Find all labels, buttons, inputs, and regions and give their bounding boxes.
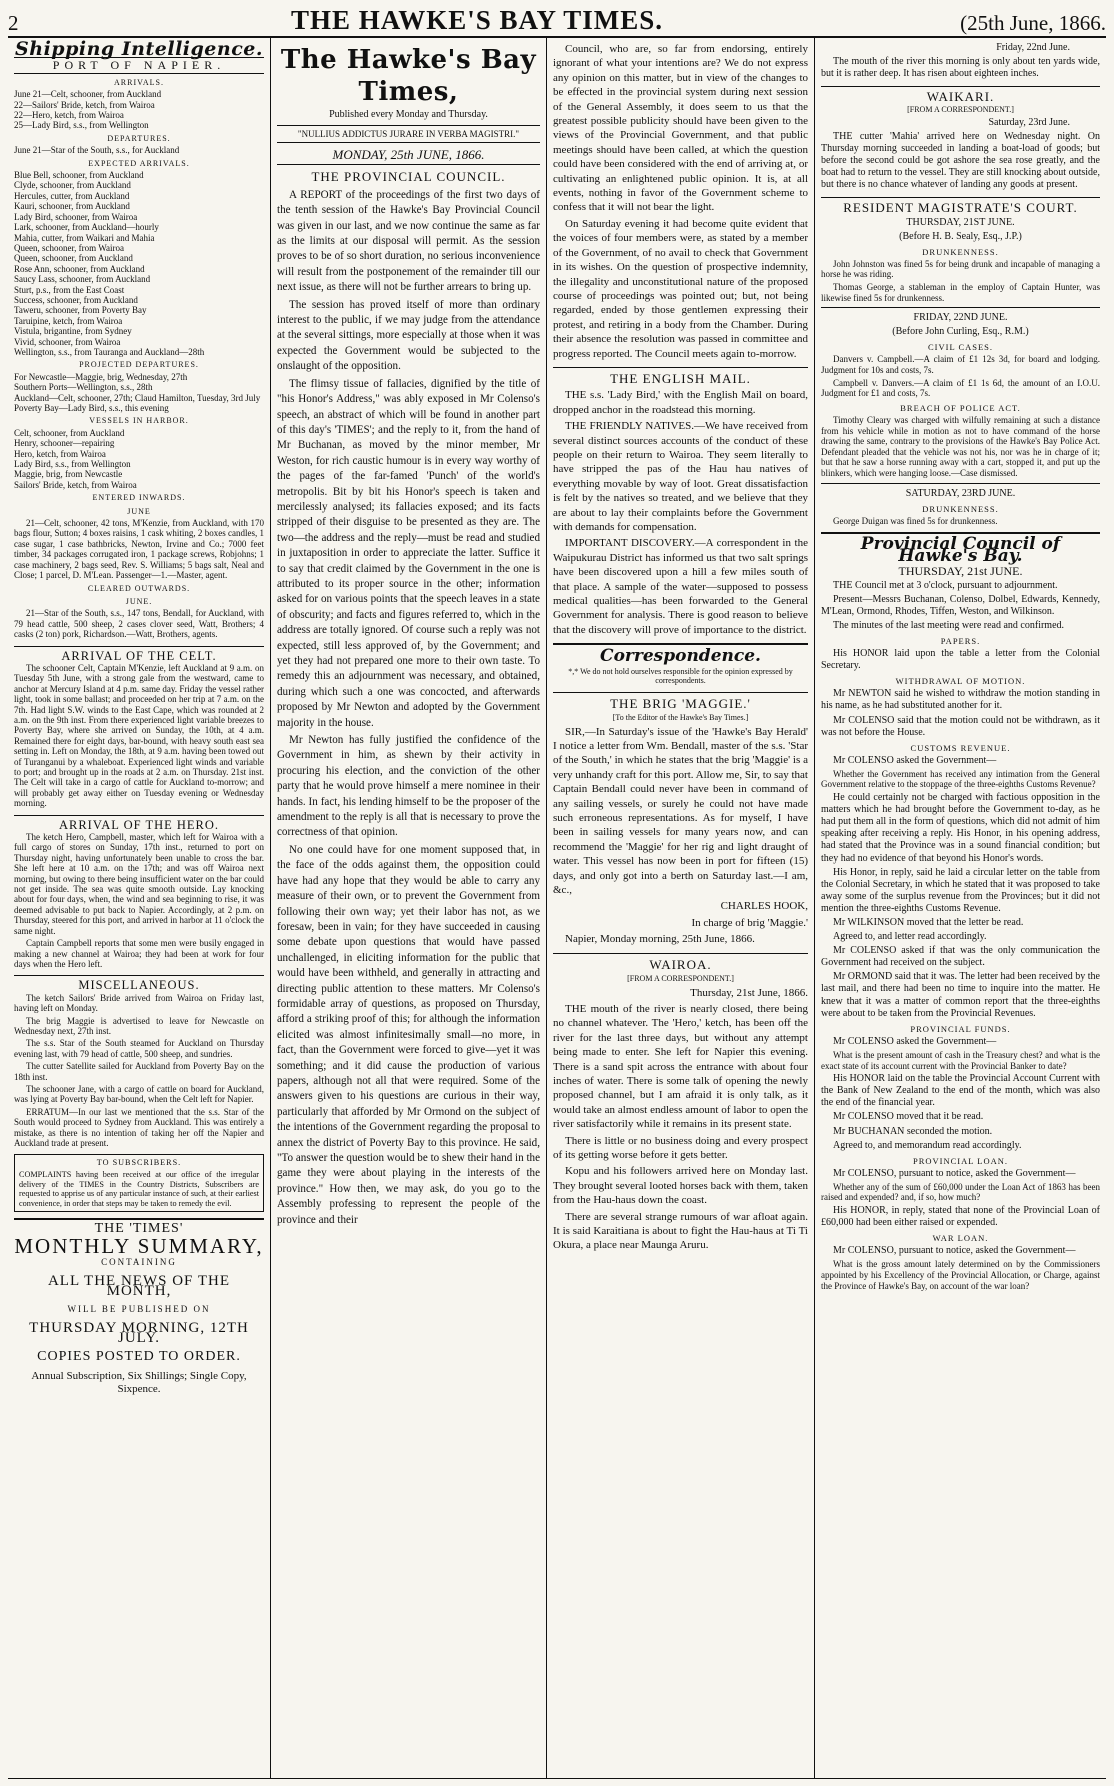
list-item: Celt, schooner, from Auckland xyxy=(14,427,125,438)
waikari-heading: WAIKARI. xyxy=(821,86,1100,103)
list-item: Wellington, s.s., from Tauranga and Auckland—28th xyxy=(14,346,205,357)
newspaper-flag: The Hawke's Bay Times, xyxy=(280,45,537,107)
editorial-heading: THE PROVINCIAL COUNCIL. xyxy=(311,169,506,185)
summary-line-6: THURSDAY MORNING, 12TH JULY. xyxy=(29,1319,249,1347)
list-item: 22—Sailors' Bride, ketch, from Wairoa xyxy=(14,99,155,110)
court-section: DRUNKENNESS. xyxy=(922,503,999,514)
council-section: WITHDRAWAL OF MOTION. xyxy=(895,676,1026,687)
harbor-list xyxy=(14,428,264,490)
brig-heading: THE BRIG 'MAGGIE.' xyxy=(553,692,808,711)
council-paragraph: Mr COLENSO moved that it be read. xyxy=(833,1111,984,1123)
council-section: PAPERS. xyxy=(940,635,981,646)
brig-signature-title: In charge of brig 'Maggie.' xyxy=(691,916,808,929)
council-paragraph: His HONOR laid upon the table a letter from the Colonial Secretary. xyxy=(821,648,1100,672)
court-section: BREACH OF POLICE ACT. xyxy=(900,402,1021,413)
list-item: Hero, ketch, from Wairoa xyxy=(14,448,106,459)
summary-line-2: MONTHLY SUMMARY, xyxy=(14,1233,264,1258)
hero-text: The ketch Hero, Campbell, master, which left for Wairoa with a full cargo of stores on Sunday, 17th inst., returned to port on Thursday night, having unfortunately been unable to cross the bar. She left here at 10 a.m. on the 17th; and was off Wairoa next morning, but owing to there being insufficient water on the bar could not get inside. The sea was quite smooth outside. Lay knocking about for four days, when, the wind and sea beginning to rise, it was deemed advisable to put back to Napier. Accordingly, at 2 p.m. on Thursday, steered for this port, and arrived in harbor at 11 o'clock the same night. xyxy=(14,832,264,936)
list-item: Maggie, brig, from Newcastle xyxy=(14,469,123,480)
arrivals-heading: ARRIVALS. xyxy=(114,77,164,87)
divider xyxy=(821,307,1100,308)
council-section: PROVINCIAL LOAN. xyxy=(912,1155,1008,1166)
list-item: For Newcastle—Maggie, brig, Wednesday, 27th xyxy=(14,371,188,382)
list-item: Vistula, brigantine, from Sydney xyxy=(14,326,132,337)
council-paragraph: Mr ORMOND said that it was. The letter had been received by the last mail, and there had been no time to inquire into the matter. He knew that it was a matter of common report that the three-eighths were about to be taken from the Provincial Revenues. xyxy=(821,971,1100,1019)
list-item: Lady Bird, s.s., from Wellington xyxy=(14,459,131,470)
inwards-month: JUNE xyxy=(127,506,151,516)
editorial-paragraph: The flimsy tissue of fallacies, dignified by the title of "his Honor's Address," was ably exposed in Mr Colenso's speech, an abstract of which will be found in another part of this day's 'TIMES'; and the reply to it, from the hand of Mr Buchanan, as moved by the minor member, Mr Weston, for rich caustic humour is in every way worthy of the pages of the far-famed 'Punch' of the world's metropolis. Bit by bit his Honor's speech is taken and mercilessly analysed; its fallacies exposed; and its facts stripped of their disguise to be presented as they are. The two—the address and the reply—must be read and studied in juxtaposition in order to appreciate the latter. Suffice it to say that credit claimed by the Government in the one is attributed to its proper source in the other; information asked for on various points that the speech leaves in a state of obscurity; and facts and figures referred to, which in the address are totally ignored. Of course such a reply was not expected, still less approved of, by the Government; and yet they had not prepared one more to their own taste. To remedy this an adjournment was necessary, and obtained, during which such a one was concocted, and afterwards proposed by Mr Newton and adopted by the Government majority in the house. xyxy=(277,377,540,729)
wairoa-paragraph: THE mouth of the river is nearly closed, there being no channel whatever. The 'Hero,' ketch, has been off the river for the last three days, but without any attempt being made to enter. She left for Napier this evening. There is a sand spit across the entrance with about four inches of water. There is some talk of opening the newly proposed channel, but I am afraid it is only talk, as it would take an almost endless amount of labor to open the river satisfactorily while it remains in its present state. xyxy=(553,1002,808,1131)
hero-text-2: Captain Campbell reports that some men were busily engaged in making a new channel at Wairoa; they had been at work for four days when the Hero left. xyxy=(14,938,264,969)
summary-line-5: WILL BE PUBLISHED ON xyxy=(67,1304,211,1315)
court-paragraph: John Johnston was fined 5s for being drunk and incapable of managing a horse he was riding. xyxy=(821,258,1100,280)
list-item: Vivid, schooner, from Wairoa xyxy=(14,336,121,347)
newspaper-title: THE HAWKE'S BAY TIMES. xyxy=(290,5,664,35)
council-title: Provincial Council of Hawke's Bay. xyxy=(821,532,1100,562)
projected-list xyxy=(14,372,264,414)
wairoa-paragraph: There is little or no business doing and every prospect of its getting worse before it gets better. xyxy=(553,1134,808,1162)
harbor-heading: VESSELS IN HARBOR. xyxy=(89,416,189,426)
court-day: FRIDAY, 22ND JUNE. xyxy=(913,312,1008,324)
discovery-text: IMPORTANT DISCOVERY.—A correspondent in the Waipukurau District has informed us that two salt springs have been discovered upon a hill a few miles south of that place. A sample of the water—supposed to possess medical qualities—has been forwarded to the General Government for analysis. There is good reason to believe that the discovery will prove of importance to the district. xyxy=(553,537,808,636)
list-item: Henry, schooner—repairing xyxy=(14,438,115,449)
court-paragraph: Campbell v. Danvers.—A claim of £1 1s 6d, the amount of an I.O.U. Judgment for £1 and costs, 7s. xyxy=(821,377,1100,399)
waikari-text: THE cutter 'Mahia' arrived here on Wednesday night. On Thursday morning succeeded in landing a boat-load of goods; but before the second could be got ashore the sea rose greatly, and the boat had to return to the vessel. They are still knocking about outside, but there is no chance whatever of landing any goods at present. xyxy=(821,130,1100,191)
page-number: 2 xyxy=(8,11,19,35)
list-item: Rose Ann, schooner, from Auckland xyxy=(14,263,145,274)
council-section: WAR LOAN. xyxy=(932,1233,989,1244)
council-paragraph: Mr COLENSO, pursuant to notice, asked the Government— xyxy=(833,1245,1076,1257)
council-paragraph: His HONOR, in reply, stated that none of the Provincial Loan of £60,000 had been either raised or expended. xyxy=(821,1205,1100,1229)
brig-subheading: [To the Editor of the Hawke's Bay Times.] xyxy=(612,713,749,723)
summary-line-4: ALL THE NEWS OF THE MONTH, xyxy=(47,1272,231,1299)
list-item: Hercules, cutter, from Auckland xyxy=(14,190,130,201)
council-paragraph: THE Council met at 3 o'clock, pursuant to adjournment. xyxy=(833,579,1058,591)
subscribers-heading: TO SUBSCRIBERS. xyxy=(96,1158,182,1168)
council-paragraph: His HONOR laid on the table the Provincial Account Current with the Bank of New Zealand to the end of the month, which was also the end of the financial year. xyxy=(821,1073,1100,1109)
celt-text: The schooner Celt, Captain M'Kenzie, left Auckland at 9 a.m. on Tuesday 5th June, with a strong gale from the westward, came to anchor at Mercury Island at 4 p.m. same day. Friday the vessel rather light, took in some ballast; and proceeded on her trip at 7 a.m. on the 7th. Had light S.W. winds to the East Cape, which was rounded at 2 a.m. on the 9th inst. From there experienced light variable breezes to Poverty Bay, where she arrived on Sunday, the 10th, at 4 a.m. Remained there for eight days, bar-bound, with heavy south east sea setting in. Left on Monday, the 18th, at 9 a.m. having been towed out of Turanganui by a whaleboat. Experienced light winds and variable to port; and brought up in the roads at 2 a.m. on Thursday. 21st inst. The Celt will take in a cargo of cattle for Auckland to-morrow; and will probably get away either on Tuesday evening or Wednesday morning. xyxy=(14,662,264,809)
court-paragraph: Thomas George, a stableman in the employ of Captain Hunter, was likewise fined 5s for drunkenness. xyxy=(821,282,1100,303)
council-section: CUSTOMS REVENUE. xyxy=(910,742,1011,753)
issue-date: (25th June, 1866. xyxy=(960,11,1106,35)
council-day: THURSDAY, 21st JUNE. xyxy=(898,564,1023,579)
correspondence-title: Correspondence. xyxy=(553,643,808,663)
list-item: June 21—Celt, schooner, from Auckland xyxy=(14,89,162,100)
flag-subtitle: Published every Monday and Thursday. xyxy=(329,109,488,120)
list-item: Sturt, p.s., from the East Coast xyxy=(14,284,125,295)
editorial-paragraph: Mr Newton has fully justified the confidence of the Government in him, as shewn by their activity in procuring his election, and the conviction of the other party that he would prove himself a mere nominee in their hands. In fact, his lending himself to be the proposer of the amendment to the reply is all that is necessary to prove the correctness of that opinion. xyxy=(277,734,540,839)
column-council xyxy=(814,38,1106,1778)
celt-heading: ARRIVAL OF THE CELT. xyxy=(14,646,264,661)
brig-letter: SIR,—In Saturday's issue of the 'Hawke's Bay Herald' I notice a letter from Wm. Bendall, master of the s.s. 'Star of the South,' in which he states that the brig 'Maggie' is a very unhandy craft for this port. Allow me, Sir, to say that Captain Bendall could never have been in command of any sailing vessels, or surely he could not have made such erroneous representations. As for myself, I have been in sailing vessels for many years now, and can recommend the 'Maggie' for her rig and light draught of water. This vessel has now been in port for fifteen (15) days, and only got into a berth on Saturday last.—I am, &c., xyxy=(553,725,808,897)
outwards-heading: CLEARED OUTWARDS. xyxy=(87,583,191,593)
list-item: Blue Bell, schooner, from Auckland xyxy=(14,170,144,181)
council-question: What is the gross amount lately determined on by the Commissioners appointed by his Excellency of the Provincial Allocation, or Charge, against the Province of Hawke's Bay, on account of the war loan? xyxy=(821,1259,1100,1291)
projected-heading: PROJECTED DEPARTURES. xyxy=(79,360,199,370)
council-paragraph: Agreed to, and memorandum read accordingly. xyxy=(833,1139,1022,1151)
council-paragraph: Mr COLENSO asked if that was the only communication the Government had received on the subject. xyxy=(821,945,1100,969)
departures-list xyxy=(14,145,264,155)
council-question: What is the present amount of cash in the Treasury chest? and what is the exact state of its account current with the Provincial Banker to date? xyxy=(821,1049,1100,1071)
court-magistrate: (Before H. B. Sealy, Esq., J.P.) xyxy=(899,230,1022,242)
wairoa-paragraph: There are several strange rumours of war afloat again. It is said Karaitiana is about to fight the Hau-haus at Ti Ti Okura, a place near Maunga Aruru. xyxy=(553,1210,808,1252)
misc-heading: MISCELLANEOUS. xyxy=(14,975,264,990)
list-item: June 21—Star of the South, s.s., for Auckland xyxy=(14,145,180,156)
friendly-natives-text: THE FRIENDLY NATIVES.—We have received from several distinct sources accounts of the conduct of these people on their return to Wairoa. They seem literally to have stripped the pas of the Hau hau natives of everything movable by way of loot. Great dissatisfaction is felt by the natives so treated, and we believe that they are about to lay their complaints before the Government with demands for compensation. xyxy=(553,420,808,533)
summary-line-3: CONTAINING xyxy=(101,1257,177,1268)
list-item: Kauri, schooner, from Auckland xyxy=(14,201,130,212)
misc-paragraph: The brig Maggie is advertised to leave for Newcastle on Wednesday next, 27th inst. xyxy=(14,1015,264,1036)
misc-paragraph: The s.s. Star of the South steamed for Auckland on Thursday evening last, with 79 head of cattle, 500 sheep, and sundries. xyxy=(14,1038,264,1059)
subscribers-text: COMPLAINTS having been received at our office of the irregular delivery of the TIMES in the Country Districts, Subscribers are requested to apprise us of any particular instance of such, at their earliest convenience, in order that steps may be taken to remedy the evil. xyxy=(19,1170,259,1208)
council-paragraph: Mr COLENSO said that the motion could not be withdrawn, as it was not before the House. xyxy=(821,714,1100,738)
editorial-continued: On Saturday evening it had become quite evident that the voices of four members were, as stated by a member of the Government, of no avail to check that Government in its wishes. On the question of prospective indemnity, the illegality and unconstitutional nature of the proposed course of proceedings was pointed out; but, not being regarded, ended by those gentlemen expressing their protest, and retiring in a body from the Chamber. During their absence the resolution was passed in committee and progress reported. The Council meets again to-morrow. xyxy=(553,217,808,360)
mail-text: THE s.s. 'Lady Bird,' with the English Mail on board, dropped anchor in the roadstead this morning. xyxy=(553,389,808,416)
editorial-dateline: MONDAY, 25th JUNE, 1866. xyxy=(277,147,540,165)
waikari-subheading: [FROM A CORRESPONDENT.] xyxy=(907,105,1014,115)
editorial-paragraph: A REPORT of the proceedings of the first two days of the tenth session of the Hawke's Bay Provincial Council was given in our last, and we now continue the same as far as the limits at our disposal will permit. As the session proves to be of so short duration, no serious inconvenience will result from the postponement of the remainder till our next issue, as there will not be further arrears to bring up. xyxy=(277,188,540,294)
friday-date: Friday, 22nd June. xyxy=(996,42,1070,53)
friday-text: The mouth of the river this morning is only about ten yards wide, but it is rather deep. It has risen about eighteen inches. xyxy=(821,56,1100,80)
list-item: Saucy Lass, schooner, from Auckland xyxy=(14,274,151,285)
divider xyxy=(821,483,1100,484)
court-day: SATURDAY, 23RD JUNE. xyxy=(905,487,1016,499)
list-item: Poverty Bay—Lady Bird, s.s., this evening xyxy=(14,403,169,413)
columns xyxy=(8,38,1106,1779)
subscribers-notice xyxy=(14,1154,264,1212)
council-paragraph: Mr COLENSO asked the Government— xyxy=(833,1035,997,1047)
column-shipping xyxy=(8,38,270,1778)
inwards-heading: ENTERED INWARDS. xyxy=(92,493,186,503)
shipping-title: Shipping Intelligence. xyxy=(15,38,263,60)
court-section: DRUNKENNESS. xyxy=(922,246,999,257)
court-heading: RESIDENT MAGISTRATE'S COURT. xyxy=(821,197,1100,214)
list-item: 25—Lady Bird, s.s., from Wellington xyxy=(14,120,149,131)
council-paragraph: Mr NEWTON said he wished to withdraw the motion standing in his name, as he had substituted another for it. xyxy=(821,688,1100,712)
arrivals-list xyxy=(14,89,264,131)
mail-heading: THE ENGLISH MAIL. xyxy=(553,367,808,386)
port-heading: PORT OF NAPIER. xyxy=(14,57,264,73)
monthly-summary-ad xyxy=(14,1218,264,1396)
list-item: Auckland—Celt, schooner, 27th; Claud Hamilton, Tuesday, 3rd July xyxy=(14,392,261,403)
council-question: Whether any of the sum of £60,000 under the Loan Act of 1863 has been raised and expended? and, if so, how much? xyxy=(821,1181,1100,1203)
list-item: Taruipine, ketch, from Wairoa xyxy=(14,315,123,326)
masthead xyxy=(8,6,1106,38)
wairoa-heading: WAIROA. xyxy=(553,953,808,972)
list-item: Mahia, cutter, from Waikari and Mahia xyxy=(14,232,155,243)
council-paragraph: He could certainly not be charged with factious opposition in the matters which he had brought before the Government to-day, as he had put them all in the form of questions, which did not admit of him speaking after receiving a reply. His Honor, in his opening address, had stated that the Province was in a sound financial condition; but they had no evidence of that beyond his Honor's words. xyxy=(821,792,1100,864)
editorial-paragraph: The session has proved itself of more than ordinary interest to the public, if we may judge from the attendance at the several sittings, more especially at those when it was expected the Government would be subjected to the onslaught of the opposition. xyxy=(277,298,540,373)
editorial-paragraph: No one could have for one moment supposed that, in the face of the odds against them, the opposition could have had any hope that they would be able to carry any measure of their own, or to prevent the Government from following their own way; yet their labor has not, as we foresaw, been in vain; for they have succeeded in causing some debate upon questions that would have passed unchallenged, in eliciting information for the public that would have been withheld, and generally in attracting and directing public attention to these matters. Mr Colenso's formidable array of questions, as proposed on Thursday, afford a striking proof of this; for although the information elicited was almost infinitesimally small—no more, in fact, than the Government were forced to give—yet it was something; and it did cause the production of various papers, although not all that were required. Some of the answers given to his questions are curious in their way, particularly that afforded by Mr Ormond on the subject of the intentions of the Government regarding the proposal to annex the district of Poverty Bay to this province. He said, "To answer the question would be to shew their hand in the game they were about playing in the interests of the province." How then, we may ask, do you go to the Assembly professing to represent the people of the province and their xyxy=(277,843,540,1226)
court-paragraph: Timothy Cleary was charged with wilfully remaining at such a distance from his vehicle while in motion as not to have command of the horse drawing the same, contrary to the provisions of the Hawke's Bay Police Act. Defendant pleaded that the vehicle was not his, nor was he in charge of it; but that he saw a horse running away with a cart, stopped it, and put up the blinkers, which were hanging loose.—Case dismissed. xyxy=(821,414,1100,478)
council-paragraph: His Honor, in reply, said he laid a circular letter on the table from the Colonial Secretary, in which he stated that it was proposed to take away some of the surplus revenue from the Provinces; but it did not mention the three-eighths Customs Revenue. xyxy=(821,866,1100,914)
editorial-continued: Council, who are, so far from endorsing, entirely ignorant of what your intentions are? We do not express any opinion on this matter, but in view of the changes to be effected in the provincial system during next session of the General Assembly, it does seem to us that the greatest possible publicity should have been given to the views of the Provincial Government, and that public meetings should have been called, at which the question could have been considered with the end of arriving at, or cultivating an enlightened public opinion. It is, at all events, nothing in favor of the Government scheme to confess that it will not bear the light. xyxy=(553,43,808,214)
wairoa-paragraph: Kopu and his followers arrived here on Monday last. They brought several looted horses back with them, taken from the Hau-haus down the coast. xyxy=(553,1165,808,1207)
brig-place: Napier, Monday morning, 25th June, 1866. xyxy=(565,933,755,946)
list-item: Sailors' Bride, ketch, from Wairoa xyxy=(14,479,137,490)
council-paragraph: Mr BUCHANAN seconded the motion. xyxy=(833,1125,993,1137)
summary-line-8: Annual Subscription, Six Shillings; Single Copy, Sixpence. xyxy=(31,1370,247,1396)
expected-heading: EXPECTED ARRIVALS. xyxy=(88,158,190,168)
council-paragraph: Mr COLENSO, pursuant to notice, asked the Government— xyxy=(833,1167,1076,1179)
wairoa-date: Thursday, 21st June, 1866. xyxy=(690,986,808,999)
misc-paragraph: ERRATUM—In our last we mentioned that the s.s. Star of the South would proceed to Sydney from Auckland. This was entirely a mistake, as there is no intention of taking her off the Napier and Auckland trade at present. xyxy=(14,1106,264,1148)
column-news xyxy=(546,38,814,1778)
outwards-month: JUNE. xyxy=(125,596,153,606)
brig-signature: CHARLES HOOK, xyxy=(720,900,808,913)
court-magistrate: (Before John Curling, Esq., R.M.) xyxy=(892,326,1029,338)
misc-paragraph: The schooner Jane, with a cargo of cattle on board for Auckland, was lying at Poverty Bay bar-bound, when the Celt left for Napier. xyxy=(14,1083,264,1105)
council-paragraph: Mr WILKINSON moved that the letter be read. xyxy=(833,917,1024,928)
court-paragraph: Danvers v. Campbell.—A claim of £1 12s 3d, for board and lodging. Judgment for 10s and costs, 7s. xyxy=(821,354,1100,376)
summary-line-7: COPIES POSTED TO ORDER. xyxy=(37,1348,241,1364)
council-paragraph: Agreed to, and letter read accordingly. xyxy=(833,931,987,943)
departures-heading: DEPARTURES. xyxy=(107,133,171,143)
motto: "NULLIUS ADDICTUS JURARE IN VERBA MAGISTRI." xyxy=(277,125,540,143)
expected-list xyxy=(14,170,264,357)
council-question: Whether the Government has received any intimation from the General Government relative to the stoppage of the three-eighths Customs Revenue? xyxy=(821,768,1100,790)
list-item: Southern Ports—Wellington, s.s., 28th xyxy=(14,382,153,393)
misc-paragraph: The ketch Sailors' Bride arrived from Wairoa on Friday last, having left on Monday. xyxy=(14,992,264,1014)
list-item: Lark, schooner, from Auckland—hourly xyxy=(14,222,159,233)
wairoa-subheading: [FROM A CORRESPONDENT.] xyxy=(627,974,734,984)
court-paragraph: George Duigan was fined 5s for drunkenness. xyxy=(833,515,998,526)
waikari-date: Saturday, 23rd June. xyxy=(988,116,1070,128)
list-item: Clyde, schooner, from Auckland xyxy=(14,180,131,191)
council-paragraph: Mr COLENSO asked the Government— xyxy=(833,754,997,766)
correspondence-note: *,* We do not hold ourselves responsible for the opinion expressed by correspondents. xyxy=(568,666,793,686)
list-item: Queen, schooner, from Wairoa xyxy=(14,242,124,253)
list-item: Lady Bird, schooner, from Wairoa xyxy=(14,211,138,222)
council-paragraph: The minutes of the last meeting were read and confirmed. xyxy=(833,619,1065,631)
court-day: THURSDAY, 21ST JUNE. xyxy=(906,216,1015,228)
council-section: PROVINCIAL FUNDS. xyxy=(910,1023,1011,1034)
list-item: 22—Hero, ketch, from Wairoa xyxy=(14,110,124,121)
inwards-text: 21—Celt, schooner, 42 tons, M'Kenzie, from Auckland, with 170 bags flour, Sutton; 4 boxes raisins, 1 cask whiting, 2 boxes candles, 1 case sugar, 1 case bathbricks, Newton, Irvine and Co.; 7000 feet timber, 34 packages corrugated iron, 1 package screws, Robjohns; 1 case machinery, 2 bags seed, Rev. S. Williams; 5 bags salt, Neal and Close; 1 parcel, D. M'Lean. Passenger—1.—Master, agent. xyxy=(14,518,264,581)
council-paragraph: Present—Messrs Buchanan, Colenso, Dolbel, Edwards, Kennedy, M'Lean, Ormond, Rhodes, Tiffen, Weston, and Wilkinson. xyxy=(821,593,1100,617)
list-item: Taweru, schooner, from Poverty Bay xyxy=(14,305,147,316)
column-editorial xyxy=(270,38,546,1778)
outwards-text: 21—Star of the South, s.s., 147 tons, Bendall, for Auckland, with 79 head cattle, 500 sheep, 2 cases clover seed, Watt, Brothers; 4 casks (2 ton) pork, Richardson.—Watt, Brothers, agents. xyxy=(14,608,264,640)
summary-line-1: THE 'TIMES' xyxy=(94,1221,184,1237)
hero-heading: ARRIVAL OF THE HERO. xyxy=(14,815,264,830)
list-item: Queen, schooner, from Auckland xyxy=(14,253,133,264)
list-item: Success, schooner, from Auckland xyxy=(14,294,138,305)
misc-paragraph: The cutter Satellite sailed for Auckland from Poverty Bay on the 18th inst. xyxy=(14,1061,264,1082)
court-section: CIVIL CASES. xyxy=(927,342,994,353)
